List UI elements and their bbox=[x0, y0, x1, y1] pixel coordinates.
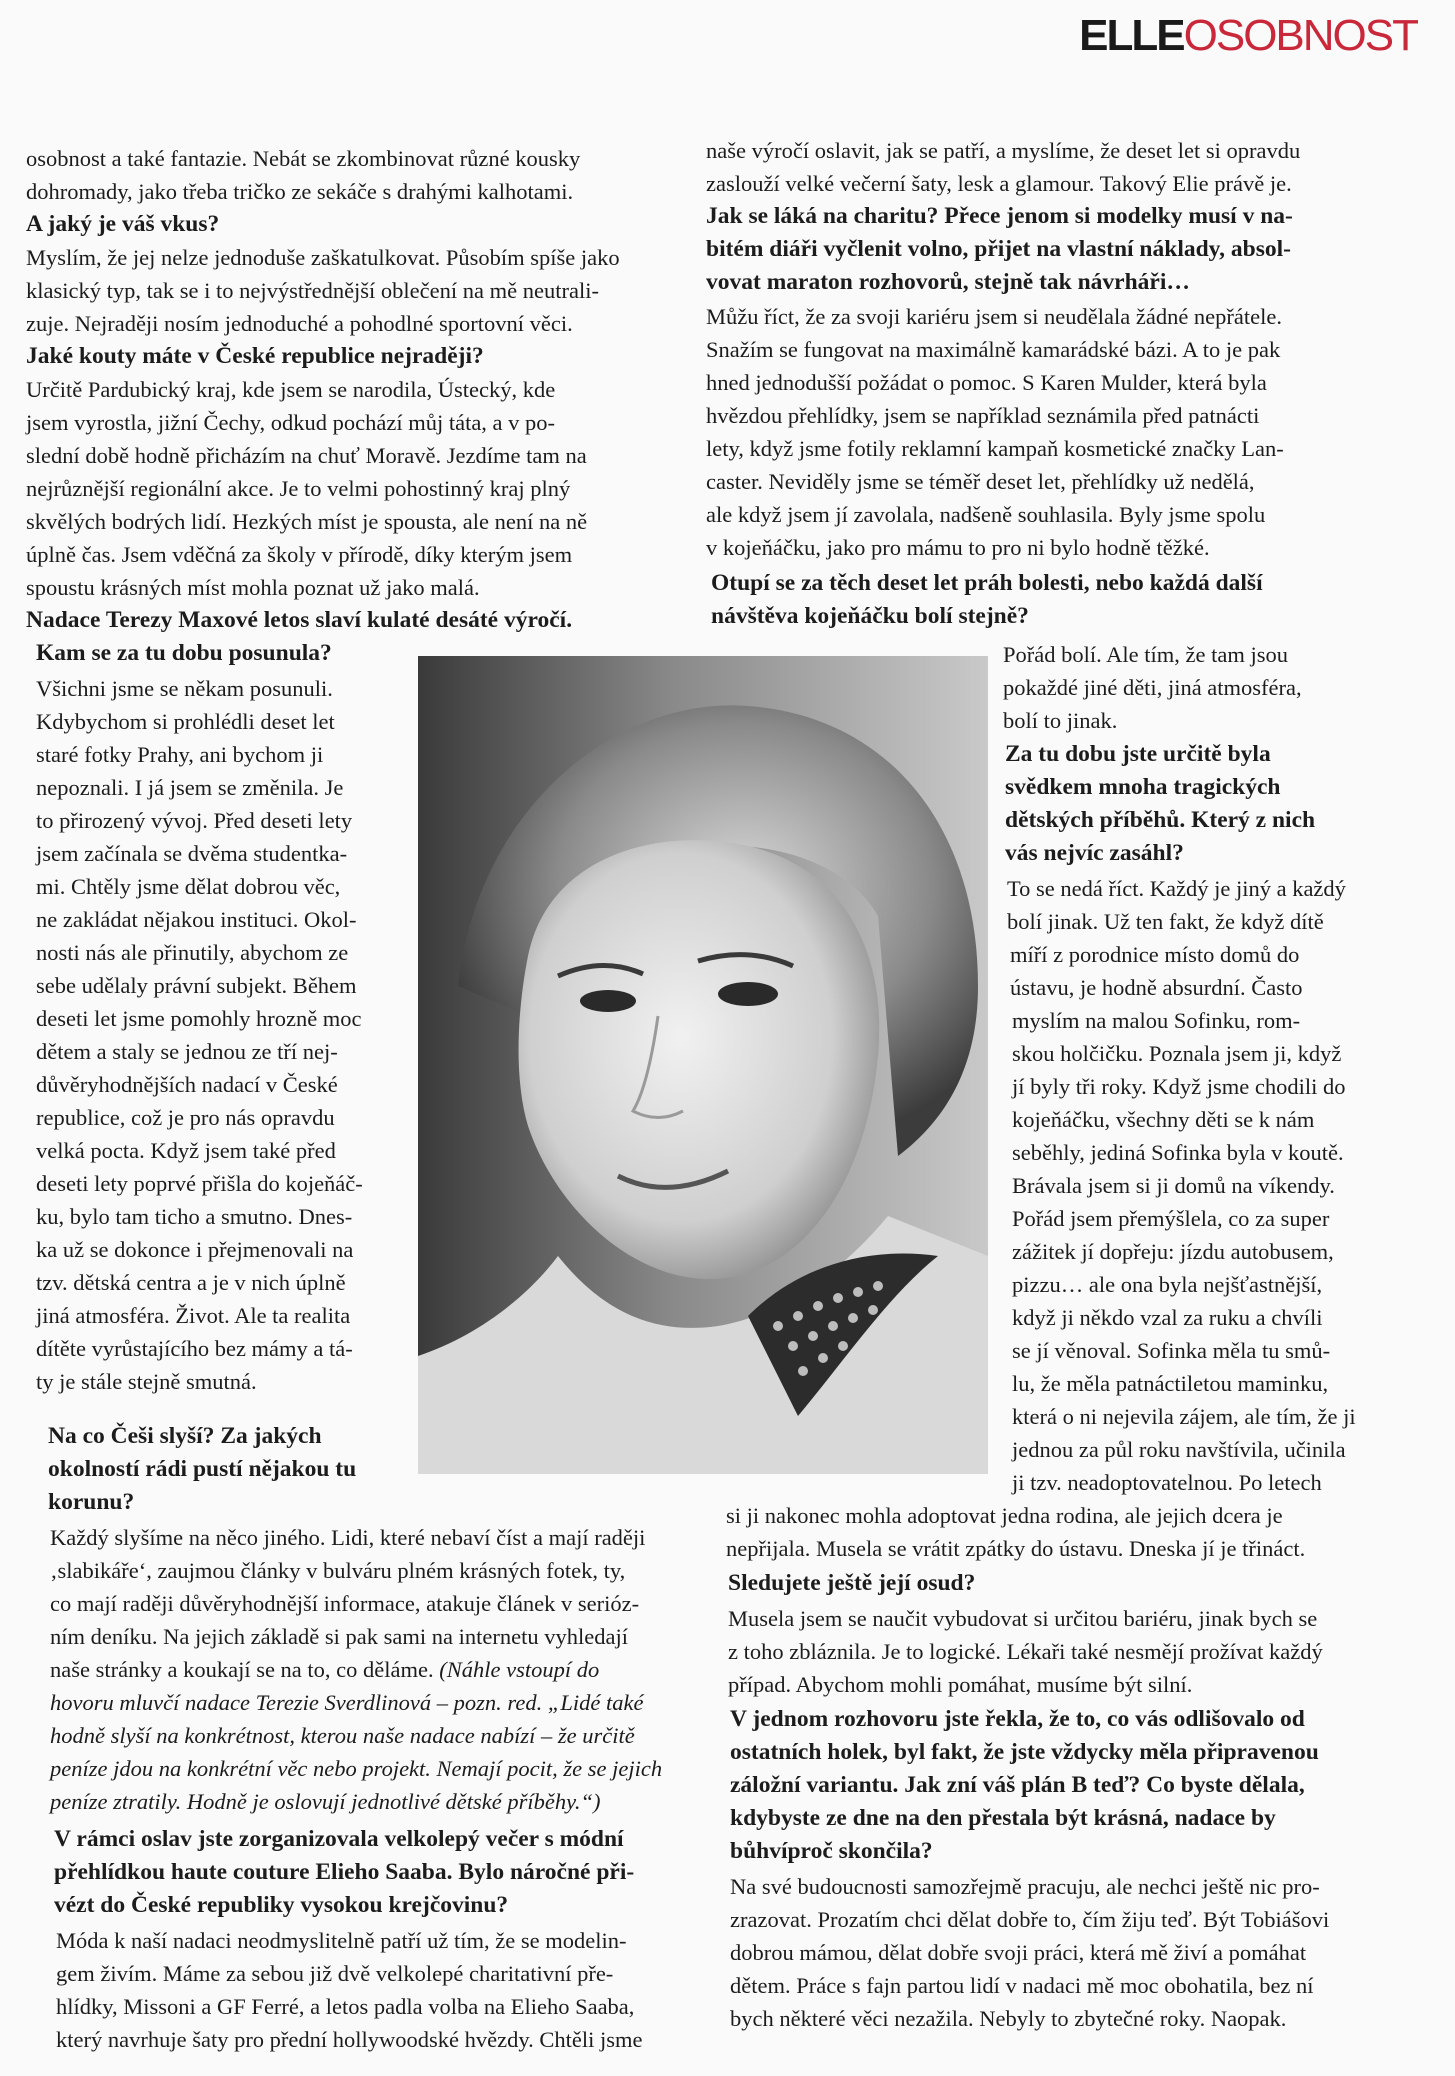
body-text: velká pocta. Když jsem také před bbox=[36, 1138, 336, 1163]
question-heading: V rámci oslav jste zorganizovala velkolepý večer s módní bbox=[54, 1826, 624, 1852]
question-heading: korunu? bbox=[48, 1489, 135, 1515]
body-text: Na své budoucnosti samozřejmě pracuju, ale nechci ještě nic pro- bbox=[730, 1874, 1320, 1899]
body-text-part: naše stránky a koukají se na to, co děláme. bbox=[50, 1657, 440, 1682]
body-text: důvěryhodnějších nadací v České bbox=[36, 1072, 338, 1097]
body-text: hvězdou přehlídky, jsem se například seznámila před patnácti bbox=[706, 403, 1260, 428]
editor-note-text: peníze jdou na konkrétní věc nebo projekt. Nemají pocit, že se jejich bbox=[50, 1756, 663, 1781]
body-text: osobnost a také fantazie. Nebát se zkombinovat různé kousky bbox=[26, 146, 581, 171]
question-heading: V jednom rozhovoru jste řekla, že to, co vás odlišovalo od bbox=[730, 1706, 1305, 1732]
body-text: caster. Neviděly jsme se téměř deset let, přehlídky už nedělá, bbox=[706, 469, 1255, 494]
body-text: ústavu, je hodně absurdní. Často bbox=[1010, 975, 1303, 1000]
question-heading: bůhvíproč skončila? bbox=[730, 1838, 933, 1864]
body-text: ne zakládat nějakou instituci. Okol- bbox=[36, 907, 357, 932]
body-text: dítěte vyrůstajícího bez mámy a tá- bbox=[36, 1336, 353, 1361]
question-heading: vovat maraton rozhovorů, stejně tak návrháři… bbox=[706, 269, 1190, 295]
body-text: míří z porodnice místo domů do bbox=[1010, 942, 1300, 967]
body-text: se jí věnoval. Sofinka měla tu smů- bbox=[1012, 1338, 1331, 1363]
body-text: co mají raději důvěryhodnější informace, atakuje článek v serióz- bbox=[50, 1591, 640, 1616]
body-text: jsem začínala se dvěma studentka- bbox=[36, 841, 348, 866]
body-text: hlídky, Missoni a GF Ferré, a letos padla volba na Elieho Saaba, bbox=[56, 1994, 635, 2019]
body-text: tzv. dětská centra a je v nich úplně bbox=[36, 1270, 346, 1295]
body-text: sebe udělaly právní subjekt. Během bbox=[36, 973, 357, 998]
body-text: případ. Abychom mohli pomáhat, musíme být silní. bbox=[728, 1672, 1193, 1697]
body-text: bolí to jinak. bbox=[1003, 708, 1118, 733]
question-heading: záložní variantu. Jak zní váš plán B teď? Co byste dělala, bbox=[730, 1772, 1305, 1798]
body-text: To se nedá říct. Každý je jiný a každý bbox=[1007, 876, 1346, 901]
question-heading: dětských příběhů. Který z nich bbox=[1005, 807, 1316, 833]
body-text: slední době hodně přicházím na chuť Moravě. Jezdíme tam na bbox=[26, 443, 587, 468]
body-text: v kojeňáčku, jako pro mámu to pro ni bylo hodně těžké. bbox=[706, 535, 1210, 560]
body-text: bych některé věci nezažila. Nebyly to zbytečné roky. Naopak. bbox=[730, 2006, 1287, 2031]
question-heading: svědkem mnoha tragických bbox=[1005, 774, 1281, 800]
question-heading: A jaký je váš vkus? bbox=[26, 211, 220, 237]
body-text: staré fotky Prahy, ani bychom ji bbox=[36, 742, 324, 767]
body-text: nejrůznější regionální akce. Je to velmi pohostinný kraj plný bbox=[26, 476, 571, 501]
section-title: OSOBNOST bbox=[1183, 11, 1417, 60]
body-text: skou holčičku. Poznala jsem ji, když bbox=[1012, 1041, 1342, 1066]
body-text: ji tzv. neadoptovatelnou. Po letech bbox=[1012, 1470, 1322, 1495]
body-text: Snažím se fungovat na maximálně kamarádské bázi. A to je pak bbox=[706, 337, 1281, 362]
body-text: mi. Chtěly jsme dělat dobrou věc, bbox=[36, 874, 341, 899]
magazine-header bbox=[1079, 11, 1417, 60]
body-text: Můžu říct, že za svoji kariéru jsem si neudělala žádné nepřátele. bbox=[706, 304, 1282, 329]
editor-note-text: peníze ztratily. Hodně je oslovují jednotlivé dětské příběhy.“) bbox=[50, 1789, 601, 1814]
body-text: zuje. Nejraději nosím jednoduché a pohodlné sportovní věci. bbox=[26, 311, 573, 336]
body-text: bolí jinak. Už ten fakt, že když dítě bbox=[1007, 909, 1324, 934]
body-text bbox=[50, 1653, 599, 1686]
body-text: kojeňáčku, všechny děti se k nám bbox=[1012, 1107, 1315, 1132]
body-text: dětem a staly se jednou ze tří nej- bbox=[36, 1039, 338, 1064]
question-heading: Jaké kouty máte v České republice nejraději? bbox=[26, 343, 484, 369]
body-text: z toho zbláznila. Je to logické. Lékaři také nesmějí prožívat každý bbox=[728, 1639, 1323, 1664]
body-text: jednou za půl roku navštívila, učinila bbox=[1012, 1437, 1346, 1462]
question-heading: Jak se láká na charitu? Přece jenom si modelky musí v na- bbox=[706, 203, 1293, 229]
question-heading: návštěva kojeňáčku bolí stejně? bbox=[711, 603, 1029, 629]
body-text: který navrhuje šaty pro přední hollywoodské hvězdy. Chtěli jsme bbox=[56, 2027, 643, 2052]
body-text: skvělých bodrých lidí. Hezkých míst je spousta, ale není na ně bbox=[26, 509, 588, 534]
body-text: lu, že měla patnáctiletou maminku, bbox=[1012, 1371, 1329, 1396]
body-text: ku, bylo tam ticho a smutno. Dnes- bbox=[36, 1204, 353, 1229]
body-text: myslím na malou Sofinku, rom- bbox=[1012, 1008, 1301, 1033]
question-heading: kdybyste ze dne na den přestala být krásná, nadace by bbox=[730, 1805, 1276, 1831]
editor-note-text: hovoru mluvčí nadace Terezie Sverdlinová – pozn. red. „Lidé také bbox=[50, 1690, 644, 1715]
body-text: ale když jsem jí zavolala, nadšeně souhlasila. Byly jsme spolu bbox=[706, 502, 1266, 527]
body-text: spoustu krásných míst mohla poznat už jako malá. bbox=[26, 575, 480, 600]
editor-note-italic: (Náhle vstoupí do bbox=[439, 1657, 600, 1682]
question-heading: okolností rádi pustí nějakou tu bbox=[48, 1456, 357, 1482]
body-text: naše výročí oslavit, jak se patří, a myslíme, že deset let si opravdu bbox=[706, 138, 1301, 163]
body-text: dohromady, jako třeba tričko ze sekáče s drahými kalhotami. bbox=[26, 179, 574, 204]
question-heading: vás nejvíc zasáhl? bbox=[1005, 840, 1184, 866]
body-text: jsem vyrostla, jižní Čechy, odkud pochází můj táta, a v po- bbox=[26, 410, 556, 435]
magazine-brand: ELLE bbox=[1079, 11, 1184, 60]
body-text: Každý slyšíme na něco jiného. Lidi, které nebaví číst a mají raději bbox=[50, 1525, 646, 1550]
editor-note-text: hodně slyší na konkrétnost, kterou naše nadace nabízí – že určitě bbox=[50, 1723, 635, 1748]
body-text: klasický typ, tak se i to nejvýstřednější oblečení na mě neutrali- bbox=[26, 278, 599, 303]
body-text: Určitě Pardubický kraj, kde jsem se narodila, Ústecký, kde bbox=[26, 377, 556, 402]
body-text: si ji nakonec mohla adoptovat jedna rodina, ale jejich dcera je bbox=[726, 1503, 1283, 1528]
body-text: Pořád bolí. Ale tím, že tam jsou bbox=[1003, 642, 1288, 667]
body-text: která o ni nejevila zájem, ale tím, že ji bbox=[1012, 1404, 1356, 1429]
body-text: zážitek jí dopřeju: jízdu autobusem, bbox=[1012, 1239, 1334, 1264]
question-heading: Otupí se za těch deset let práh bolesti, nebo každá další bbox=[711, 570, 1263, 596]
body-text: jiná atmosféra. Život. Ale ta realita bbox=[36, 1303, 351, 1328]
body-text: deseti let jsme pomohly hrozně moc bbox=[36, 1006, 362, 1031]
body-text: Kdybychom si prohlédli deset let bbox=[36, 709, 335, 734]
body-text: Pořád jsem přemýšlela, co za super bbox=[1012, 1206, 1330, 1231]
body-text: ‚slabikáře‘, zaujmou články v bulváru plném krásných fotek, ty, bbox=[50, 1558, 626, 1583]
body-text: Musela jsem se naučit vybudovat si určitou bariéru, jinak bych se bbox=[728, 1606, 1318, 1631]
question-heading: vézt do České republiky vysokou krejčovinu? bbox=[54, 1892, 509, 1918]
body-text: pizzu… ale ona byla nejšťastnější, bbox=[1012, 1272, 1323, 1297]
body-text: dětem. Práce s fajn partou lidí v nadaci mě moc obohatila, bez ní bbox=[730, 1973, 1314, 1998]
body-text: úplně čas. Jsem vděčná za školy v přírodě, díky kterým jsem bbox=[26, 542, 573, 567]
body-text: republice, což je pro nás opravdu bbox=[36, 1105, 335, 1130]
body-text: ka už se dokonce i přejmenovali na bbox=[36, 1237, 354, 1262]
body-text: gem živím. Máme za sebou již dvě velkolepé charitativní pře- bbox=[56, 1961, 614, 1986]
body-text: ním deníku. Na jejich základě si pak sami na internetu vyhledají bbox=[50, 1624, 628, 1649]
body-text: to přirozený vývoj. Před deseti lety bbox=[36, 808, 353, 833]
portrait-image bbox=[418, 656, 988, 1474]
body-text: pokaždé jiné děti, jiná atmosféra, bbox=[1003, 675, 1302, 700]
question-heading: Kam se za tu dobu posunula? bbox=[36, 640, 332, 666]
body-text: když ji někdo vzal za ruku a chvíli bbox=[1012, 1305, 1323, 1330]
question-heading: Nadace Terezy Maxové letos slaví kulaté desáté výročí. bbox=[26, 607, 573, 633]
body-text: hned jednodušší požádat o pomoc. S Karen Mulder, která byla bbox=[706, 370, 1267, 395]
body-text: nepoznali. I já jsem se změnila. Je bbox=[36, 775, 344, 800]
body-text: zrazovat. Prozatím chci dělat dobře to, čím žiju teď. Být Tobiášovi bbox=[730, 1907, 1330, 1932]
body-text: Brávala jsem si ji domů na víkendy. bbox=[1012, 1173, 1335, 1198]
body-text: Myslím, že jej nelze jednoduše zaškatulkovat. Působím spíše jako bbox=[26, 245, 620, 270]
question-heading: bitém diáři vyčlenit volno, přijet na vlastní náklady, absol- bbox=[706, 236, 1291, 262]
body-text: jí byly tři roky. Když jsme chodili do bbox=[1012, 1074, 1346, 1099]
body-text: seběhly, jediná Sofinka byla v koutě. bbox=[1012, 1140, 1344, 1165]
question-heading: Sledujete ještě její osud? bbox=[728, 1570, 976, 1596]
body-text: Móda k naší nadaci neodmyslitelně patří už tím, že se modelin- bbox=[56, 1928, 627, 1953]
portrait-photo bbox=[418, 656, 988, 1474]
body-text: deseti lety poprvé přišla do kojeňáč- bbox=[36, 1171, 363, 1196]
body-text: Všichni jsme se někam posunuli. bbox=[36, 676, 333, 701]
body-text: ty je stále stejně smutná. bbox=[36, 1369, 257, 1394]
question-heading: přehlídkou haute couture Elieho Saaba. Bylo náročné při- bbox=[54, 1859, 635, 1885]
question-heading: Za tu dobu jste určitě byla bbox=[1005, 741, 1271, 767]
question-heading: Na co Češi slyší? Za jakých bbox=[48, 1423, 322, 1449]
body-text: zaslouží velké večerní šaty, lesk a glamour. Takový Elie právě je. bbox=[706, 171, 1292, 196]
body-text: nepřijala. Musela se vrátit zpátky do ústavu. Dneska jí je třináct. bbox=[726, 1536, 1306, 1561]
question-heading: ostatních holek, byl fakt, že jste vždycky měla připravenou bbox=[730, 1739, 1319, 1765]
body-text: dobrou mámou, dělat dobře svoji práci, která mě živí a pomáhat bbox=[730, 1940, 1307, 1965]
body-text: lety, když jsme fotily reklamní kampaň kosmetické značky Lan- bbox=[706, 436, 1284, 461]
body-text: nosti nás ale přinutily, abychom ze bbox=[36, 940, 349, 965]
